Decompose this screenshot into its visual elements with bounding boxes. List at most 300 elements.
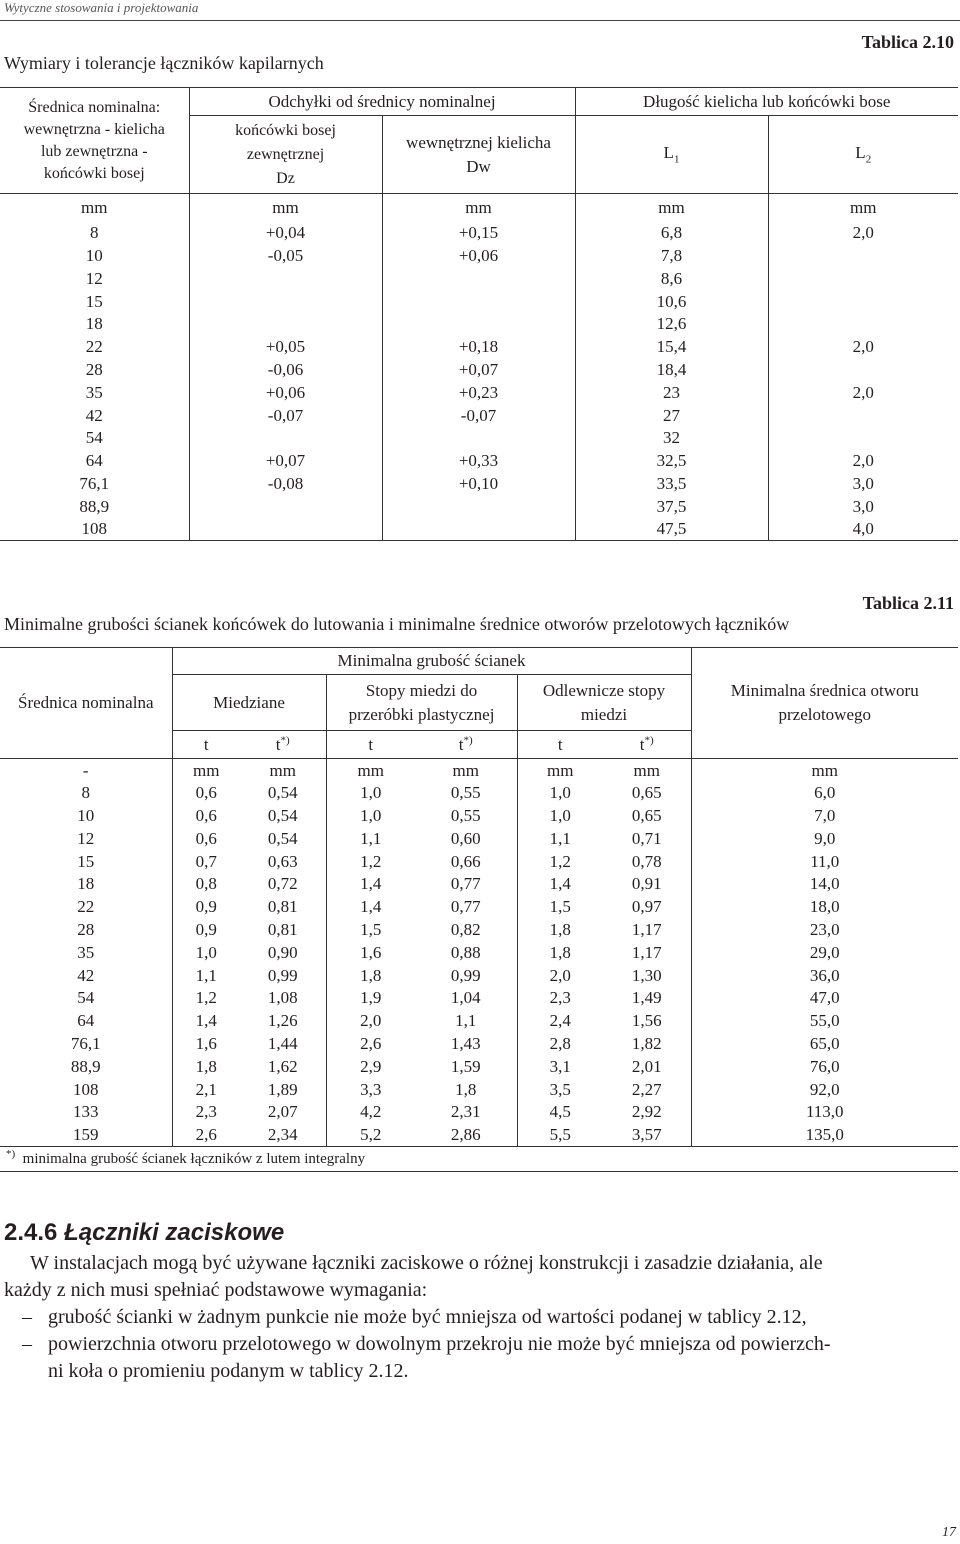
cell-l1: 6,8: [575, 222, 768, 245]
cell-l1: 32,5: [575, 449, 768, 472]
table-cell: 2,0: [360, 1011, 382, 1031]
cell-l1: 10,6: [575, 290, 768, 313]
table-cell: 1,0: [360, 783, 382, 803]
cell-l2: [768, 427, 958, 450]
table-cell: 1,30: [603, 964, 691, 987]
table-cell: 0,54: [240, 804, 326, 827]
dz-header-line: zewnętrznej: [246, 145, 325, 163]
table-cell: 92,0: [809, 1079, 840, 1099]
table-row: [0, 472, 958, 495]
section-heading: [4, 1219, 284, 1247]
bullet-item-continuation: ni koła o promieniu podanym w tablicy 2.12.: [48, 1360, 409, 1382]
table-cell: 0,81: [240, 918, 326, 941]
table-cell: 0,97: [603, 895, 691, 918]
table-row: [0, 404, 958, 427]
header-divider: [0, 20, 960, 21]
cell-l2: [768, 358, 958, 381]
table-cell: 22: [0, 895, 172, 918]
cell-l2: [768, 404, 958, 427]
page-number: 17: [942, 1525, 956, 1540]
table-cell: 1,82: [603, 1032, 691, 1055]
cell-nominal: 108: [0, 518, 189, 541]
table-cell: 0,72: [240, 873, 326, 896]
table-cell: 0,81: [240, 895, 326, 918]
table-cell: 1,2: [195, 988, 217, 1008]
cell-l1: 8,6: [575, 267, 768, 290]
table-cell: 2,9: [360, 1056, 382, 1076]
cell-dw: +0,23: [382, 381, 575, 404]
table-cell: 2,1: [195, 1079, 217, 1099]
cell-l2: [768, 290, 958, 313]
table-cell: 15: [0, 850, 172, 873]
table-cell: 23,0: [809, 920, 840, 940]
table-cell: 0,88: [415, 941, 517, 964]
table-cell: 0,54: [240, 827, 326, 850]
cell-l1: 12,6: [575, 313, 768, 336]
unit-cell: mm: [189, 194, 382, 222]
nominal-header-line: końcówki bosej: [43, 164, 145, 182]
cell-dz: -0,06: [189, 358, 382, 381]
table-row: [0, 381, 958, 404]
table-cell: 0,91: [603, 873, 691, 896]
table-cell: 1,0: [549, 783, 571, 803]
table-cell: 10: [0, 804, 172, 827]
table-cell: 159: [0, 1123, 172, 1146]
table-cell: 0,7: [195, 851, 217, 871]
table-row: [0, 449, 958, 472]
cell-l2: [768, 267, 958, 290]
unit-cell: mm: [240, 759, 326, 782]
table-cell: 1,0: [360, 806, 382, 826]
table-cell: 2,4: [549, 1011, 571, 1031]
col-header-tstar: [603, 731, 691, 759]
table-cell: 11,0: [810, 851, 840, 871]
table-title-2-10: Wymiary i tolerancje łączników kapilarnych: [4, 53, 324, 73]
col-header-dz: [189, 116, 382, 194]
col-header-min-wall: Minimalna grubość ścianek: [172, 648, 691, 675]
nominal-header-line: Średnica nominalna:: [28, 98, 161, 116]
col-header-tstar: [415, 731, 517, 759]
cell-l1: 33,5: [575, 472, 768, 495]
running-header: Wytyczne stosowania i projektowania: [4, 0, 199, 15]
table-cell: 1,6: [360, 942, 382, 962]
table-cell: 1,8: [549, 920, 571, 940]
col-header-copper: Miedziane: [172, 675, 326, 731]
cell-l2: 2,0: [852, 382, 874, 402]
unit-cell: mm: [811, 760, 838, 780]
cell-nominal: 35: [0, 381, 189, 404]
table-cell: 1,5: [360, 920, 382, 940]
table-cell: 5,2: [360, 1124, 382, 1144]
table-cell: 0,78: [603, 850, 691, 873]
paragraph-line: każdy z nich musi spełniać podstawowe wymagania:: [4, 1279, 428, 1301]
l2-subscript: 2: [865, 153, 872, 166]
cell-nominal: 8: [0, 222, 189, 245]
table-row: [0, 1123, 958, 1146]
col-header-min-diam: [691, 648, 958, 759]
table-row: [0, 290, 958, 313]
table-cell: 0,66: [415, 850, 517, 873]
table-cell: 36,0: [809, 965, 840, 985]
nominal-header-line: wewnętrzna - kielicha: [23, 120, 165, 138]
table-cell: 2,07: [240, 1101, 326, 1124]
table-cell: 1,17: [603, 918, 691, 941]
unit-cell: mm: [547, 760, 574, 780]
cell-dz: [189, 495, 382, 518]
cell-dw: +0,06: [382, 244, 575, 267]
table-cell: 1,89: [240, 1078, 326, 1101]
cell-nominal: 10: [0, 244, 189, 267]
table-cell: 1,04: [415, 987, 517, 1010]
table-cell: 3,57: [603, 1123, 691, 1146]
table-row: [0, 244, 958, 267]
table-cell: 1,4: [360, 897, 382, 917]
cell-dz: [189, 290, 382, 313]
unit-cell: -: [0, 759, 172, 782]
table-cell: 1,26: [240, 1009, 326, 1032]
table-cell: 0,90: [240, 941, 326, 964]
cell-dw: +0,15: [382, 222, 575, 245]
table-row: [0, 895, 958, 918]
table-2-10: [0, 87, 958, 541]
unit-cell: mm: [193, 760, 220, 780]
table-cell: 7,0: [814, 806, 836, 826]
col-header-t: t: [172, 731, 240, 759]
table-cell: 0,54: [240, 782, 326, 805]
units-row: [0, 759, 958, 782]
cell-dw: [382, 267, 575, 290]
cell-nominal: 42: [0, 404, 189, 427]
col-header-nominal: [0, 88, 189, 194]
dw-header-line: Dw: [466, 156, 491, 176]
min-diam-header-line: przelotowego: [778, 705, 872, 724]
table-cell: 1,9: [360, 988, 382, 1008]
cell-l1: 7,8: [575, 244, 768, 267]
table-row: [0, 873, 958, 896]
bullet-item: grubość ścianki w żadnym punkcie nie może być mniejsza od wartości podanej w tablicy 2.12,: [48, 1306, 807, 1328]
col-header-t: t: [326, 731, 415, 759]
table-cell: 1,44: [240, 1032, 326, 1055]
cell-nominal: 18: [0, 313, 189, 336]
plastic-header-line: przeróbki plastycznej: [348, 704, 495, 724]
tstar-symbol: t: [458, 734, 464, 754]
table-cell: 14,0: [809, 874, 840, 894]
table-cell: 1,17: [603, 941, 691, 964]
table-row: [0, 941, 958, 964]
table-cell: 65,0: [809, 1034, 840, 1054]
table-row: [0, 222, 958, 245]
cell-dz: [189, 267, 382, 290]
unit-cell: mm: [0, 194, 189, 222]
table-cell: 35: [0, 941, 172, 964]
table-cell: 1,8: [360, 965, 382, 985]
table-cell: 108: [0, 1078, 172, 1101]
cell-dz: +0,06: [189, 381, 382, 404]
tstar-symbol: t: [639, 734, 645, 754]
table-cell: 3,3: [360, 1079, 382, 1099]
table-cell: 1,2: [549, 851, 571, 871]
footnote-mark: *): [6, 1148, 16, 1161]
table-cell: 12: [0, 827, 172, 850]
table-cell: 0,6: [195, 783, 217, 803]
cell-dw: +0,10: [382, 472, 575, 495]
unit-cell: mm: [603, 759, 691, 782]
section-title: Łączniki zaciskowe: [64, 1219, 285, 1246]
table-cell: 0,99: [415, 964, 517, 987]
cell-l2: 4,0: [768, 518, 958, 541]
table-cell: 2,6: [360, 1034, 382, 1054]
table-cell: 0,55: [415, 804, 517, 827]
table-cell: 0,71: [603, 827, 691, 850]
tstar-mark: *): [644, 734, 654, 747]
table-cell: 29,0: [809, 942, 840, 962]
table-row: [0, 518, 958, 541]
table-cell: 1,2: [360, 851, 382, 871]
bullet-dash: –: [22, 1306, 32, 1328]
table-cell: 2,27: [603, 1078, 691, 1101]
table-cell: 9,0: [814, 828, 836, 848]
table-cell: 0,8: [195, 874, 217, 894]
table-row: [0, 495, 958, 518]
table-cell: 1,1: [360, 828, 382, 848]
dz-header-line: Dz: [276, 169, 295, 187]
cell-dw: -0,07: [382, 404, 575, 427]
cell-l2: 3,0: [852, 474, 874, 494]
table-cell: 1,4: [360, 874, 382, 894]
cast-header-line: Odlewnicze stopy: [542, 680, 666, 700]
cell-l1: 27: [575, 404, 768, 427]
table-cell: 2,34: [240, 1123, 326, 1146]
table-cell: 1,56: [603, 1009, 691, 1032]
cell-l2: 2,0: [852, 451, 874, 471]
table-cell: 1,49: [603, 987, 691, 1010]
col-header-cast: [517, 675, 691, 731]
table-cell: 1,1: [549, 828, 571, 848]
cell-l2: 3,0: [852, 496, 874, 516]
table-cell: 8: [0, 782, 172, 805]
cell-nominal: 12: [0, 267, 189, 290]
table-cell: 0,77: [415, 873, 517, 896]
cell-dz: [189, 313, 382, 336]
table-cell: 55,0: [809, 1011, 840, 1031]
table-cell: 4,2: [360, 1102, 382, 1122]
table-cell: 0,9: [195, 897, 217, 917]
table-cell: 2,0: [549, 965, 571, 985]
table-cell: 2,3: [549, 988, 571, 1008]
table-row: [0, 1078, 958, 1101]
table-ref-2-10: Tablica 2.10: [861, 32, 954, 52]
table-cell: 0,6: [195, 806, 217, 826]
cell-dz: +0,05: [189, 335, 382, 358]
cell-l1: 18,4: [575, 358, 768, 381]
table-cell: 18: [0, 873, 172, 896]
col-header-l1: [575, 116, 768, 194]
table-row: [0, 1055, 958, 1078]
cell-l2: [768, 313, 958, 336]
cell-l1: 47,5: [575, 518, 768, 541]
table-cell: 1,6: [195, 1034, 217, 1054]
footnote-text: minimalna grubość ścianek łączników z lutem integralny: [22, 1151, 366, 1168]
cell-dw: [382, 427, 575, 450]
dw-header-line: wewnętrznej kielicha: [406, 132, 551, 152]
table-cell: 2,8: [549, 1034, 571, 1054]
cell-l1: 32: [575, 427, 768, 450]
unit-cell: mm: [357, 760, 384, 780]
table-cell: 0,99: [240, 964, 326, 987]
col-header-deviation: Odchyłki od średnicy nominalnej: [189, 88, 575, 116]
table-footnote: [0, 1146, 958, 1171]
cell-dw: +0,18: [382, 335, 575, 358]
table-row: [0, 918, 958, 941]
table-cell: 0,9: [195, 920, 217, 940]
table-cell: 6,0: [814, 783, 836, 803]
cell-nominal: 15: [0, 290, 189, 313]
unit-cell: mm: [575, 194, 768, 222]
table-cell: 4,5: [549, 1102, 571, 1122]
l1-subscript: 1: [673, 153, 680, 166]
cell-l1: 15,4: [575, 335, 768, 358]
table-cell: 88,9: [0, 1055, 172, 1078]
col-header-dw: [382, 116, 575, 194]
table-cell: 0,6: [195, 828, 217, 848]
l1-symbol: L: [663, 142, 674, 162]
col-header-l2: [768, 116, 958, 194]
table-cell: 1,62: [240, 1055, 326, 1078]
cell-l1: 23: [575, 381, 768, 404]
table-cell: 1,4: [195, 1011, 217, 1031]
cell-l2: [768, 244, 958, 267]
table-row: [0, 427, 958, 450]
table-cell: 1,59: [415, 1055, 517, 1078]
table-row: [0, 1009, 958, 1032]
col-header-length: Długość kielicha lub końcówki bose: [575, 88, 958, 116]
table-cell: 135,0: [805, 1124, 844, 1144]
table-cell: 0,60: [415, 827, 517, 850]
table-row: [0, 782, 958, 805]
cell-nominal: 28: [0, 358, 189, 381]
table-cell: 1,8: [549, 942, 571, 962]
table-row: [0, 313, 958, 336]
table-cell: 133: [0, 1101, 172, 1124]
section-number: 2.4.6: [4, 1219, 58, 1246]
bullet-item: powierzchnia otworu przelotowego w dowolnym przekroju nie może być mniejsza od powierzch-: [48, 1333, 831, 1355]
cell-dz: -0,07: [189, 404, 382, 427]
col-header-t: t: [517, 731, 603, 759]
table-cell: 18,0: [809, 897, 840, 917]
table-cell: 1,1: [415, 1009, 517, 1032]
table-row: [0, 1032, 958, 1055]
cell-nominal: 22: [0, 335, 189, 358]
table-row: [0, 987, 958, 1010]
cell-dz: +0,04: [189, 222, 382, 245]
table-cell: 2,01: [603, 1055, 691, 1078]
table-row: [0, 1101, 958, 1124]
unit-cell: mm: [382, 194, 575, 222]
table-cell: 2,92: [603, 1101, 691, 1124]
table-cell: 47,0: [809, 988, 840, 1008]
table-cell: 0,77: [415, 895, 517, 918]
table-cell: 54: [0, 987, 172, 1010]
cell-l2: 2,0: [852, 223, 874, 243]
cell-l2: 2,0: [852, 337, 874, 357]
table-cell: 64: [0, 1009, 172, 1032]
col-header-plastic: [326, 675, 517, 731]
cell-nominal: 88,9: [0, 495, 189, 518]
unit-cell: mm: [850, 198, 877, 218]
col-header-tstar: [240, 731, 326, 759]
table-cell: 1,8: [195, 1056, 217, 1076]
table-cell: 1,5: [549, 897, 571, 917]
tstar-symbol: t: [275, 734, 281, 754]
min-diam-header-line: Minimalna średnica otworu: [730, 681, 919, 700]
table-row: [0, 827, 958, 850]
units-row: [0, 194, 958, 222]
tstar-mark: *): [463, 734, 473, 747]
table-row: [0, 267, 958, 290]
plastic-header-line: Stopy miedzi do: [365, 680, 478, 700]
table-cell: 5,5: [549, 1124, 571, 1144]
cell-dz: [189, 427, 382, 450]
cell-dz: -0,05: [189, 244, 382, 267]
cell-dw: [382, 290, 575, 313]
table-cell: 0,65: [603, 804, 691, 827]
table-cell: 2,86: [415, 1123, 517, 1146]
table-cell: 2,3: [195, 1102, 217, 1122]
table-row: [0, 358, 958, 381]
unit-cell: mm: [415, 759, 517, 782]
table-row: [0, 850, 958, 873]
table-cell: 113,0: [805, 1102, 844, 1122]
cell-dw: [382, 313, 575, 336]
table-cell: 2,6: [195, 1124, 217, 1144]
cell-dw: +0,33: [382, 449, 575, 472]
col-header-nominal-2: Średnica nominalna: [0, 648, 172, 759]
table-cell: 1,1: [195, 965, 217, 985]
tstar-mark: *): [280, 734, 290, 747]
cell-nominal: 64: [0, 449, 189, 472]
cell-l1: 37,5: [575, 495, 768, 518]
cell-dz: +0,07: [189, 449, 382, 472]
cell-dw: [382, 495, 575, 518]
table-row: [0, 964, 958, 987]
bullet-dash: –: [22, 1333, 32, 1355]
table-cell: 3,5: [549, 1079, 571, 1099]
table-cell: 0,63: [240, 850, 326, 873]
table-cell: 42: [0, 964, 172, 987]
table-cell: 0,65: [603, 782, 691, 805]
cast-header-line: miedzi: [580, 704, 628, 724]
cell-nominal: 76,1: [0, 472, 189, 495]
table-cell: 1,0: [195, 942, 217, 962]
table-ref-2-11: Tablica 2.11: [862, 593, 954, 613]
nominal-header-line: lub zewnętrzna -: [40, 142, 148, 160]
dz-header-line: końcówki bosej: [235, 121, 336, 139]
table-title-2-11: Minimalne grubości ścianek końcówek do lutowania i minimalne średnice otworów przelotowych łączników: [4, 614, 790, 634]
l2-symbol: L: [855, 142, 866, 162]
table-cell: 76,1: [0, 1032, 172, 1055]
table-cell: 28: [0, 918, 172, 941]
table-cell: 76,0: [809, 1056, 840, 1076]
table-cell: 1,0: [549, 806, 571, 826]
table-row: [0, 335, 958, 358]
cell-dw: +0,07: [382, 358, 575, 381]
table-cell: 0,55: [415, 782, 517, 805]
table-cell: 1,08: [240, 987, 326, 1010]
table-2-11: [0, 647, 958, 1172]
cell-nominal: 54: [0, 427, 189, 450]
table-cell: 3,1: [549, 1056, 571, 1076]
table-cell: 1,8: [415, 1078, 517, 1101]
